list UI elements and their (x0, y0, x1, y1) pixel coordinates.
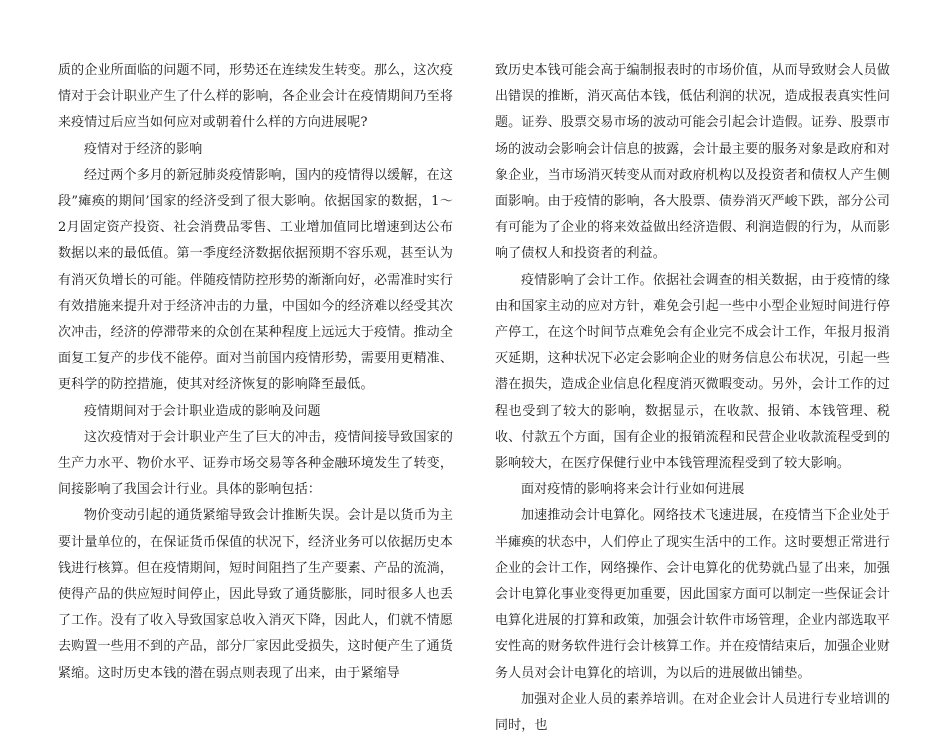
paragraph: 这次疫情对于会计职业产生了巨大的冲击，疫情间接导致国家的生产力水平、物价水平、证券市场交易等各种金融环境发生了转变，间接影响了我国会计行业。具体的影响包括： (58, 429, 453, 498)
right-column (495, 58, 890, 739)
paragraph: 致历史本钱可能会高于编制报表时的市场价值，从而导致财会人员做出错误的推断，消灭高估本钱，低估利润的状况，造成报表真实性问题。证券、股票交易市场的波动可能会引起会计造假。证券、股票市场的波动会影响会计信息的披露，会计最主要的服务对象是政府和对象企业，当市场消灭转变从而对政府机构以及投资者和债权人产生侧面影响。由于疫情的影响，各大股票、债券消灭严峻下跌，部分公司有可能为了企业的将来效益做出经济造假、利润造假的行为，从而影响了债权人和投资者的利益。 (495, 63, 890, 262)
paragraph: 物价变动引起的通货紧缩导致会计推断失误。会计是以货币为主要计量单位的，在保证货币保值的状况下，经济业务可以依据历史本钱进行核算。但在疫情期间，短时间阻挡了生产要素、产品的流淌，使得产品的供应短时间停止，因此导致了通货膨胀，同时很多人也丢了工作。没有了收入导致国家总收入消灭下降，因此人，们就不情愿去购置一些用不到的产品，部分厂家因此受损失，这时便产生了通货紧缩。这时历史本钱的潜在弱点则表现了出来，由于紧缩导 (58, 508, 453, 681)
section-heading: 面对疫情的影响将来会计行业如何进展 (521, 482, 745, 498)
section-heading: 疫情期间对于会计职业造成的影响及问题 (84, 403, 321, 419)
paragraph: 加强对企业人员的素养培训。在对企业会计人员进行专业培训的同时，也 (495, 691, 890, 734)
paragraph: 质的企业所面临的问题不同，形势还在连续发生转变。那么，这次疫情对于会计职业产生了什么样的影响，各企业会计在疫情期间乃至将来疫情过后应当如何应对或朝着什么样的方向进展呢? (58, 63, 453, 131)
section-heading: 疫情对于经济的影响 (84, 141, 203, 157)
paragraph: 疫情影响了会计工作。依据社会调查的相关数据，由于疫情的缘由和国家主动的应对方针，难免会引起一些中小型企业短时间进行停产停工，在这个时间节点难免会有企业完不成会计工作，年报月报消灭延期，这种状况下必定会影响企业的财务信息公布状况，引起一些潜在损失，造成企业信息化程度消灭微暇变动。另外，会计工作的过程也受到了较大的影响，数据显示，在收款、报销、本钱管理、税收、付款五个方面，国有企业的报销流程和民营企业收款流程受到的影响较大，在医疗保健行业中本钱管理流程受到了较大影响。 (495, 272, 890, 472)
left-column (58, 58, 453, 687)
paragraph: 加速推动会计电算化。网络技术飞速进展，在疫情当下企业处于半瘫痪的状态中，人们停止了现实生活中的工作。这时要想正常进行企业的会计工作，网络操作、会计电算化的优势就凸显了出来，加强会计电算化事业变得更加重要，因此国家方面可以制定一些保证会计电算化进展的打算和政策，加强会计软件市场管理，企业内部选取平安性高的财务软件进行会计核算工作。并在疫情结束后，加强企业财务人员对会计电算化的培训，为以后的进展做出铺垫。 (495, 508, 890, 681)
paragraph: 经过两个多月的新冠肺炎疫情影响，国内的疫情得以缓解，在这段”瘫痪的期间’国家的经济受到了很大影响。依据国家的数据，1～2月固定资产投资、社会消费品零售、工业增加值同比增速到达公布数据以来的最低值。第一季度经济数据依据预期不容乐观，甚至认为有消灭负增长的可能。伴随疫情防控形势的渐渐向好，必需准时实行有效措施来提升对于经济冲击的力量，中国如今的经济难以经受其次次冲击，经济的停滞带来的众创在某种程度上远远大于疫情。推动全面复工复产的步伐不能停。面对当前国内疫情形势，需要用更精准、更科学的防控措施，使其对经济恢复的影响降至最低。 (58, 167, 453, 393)
